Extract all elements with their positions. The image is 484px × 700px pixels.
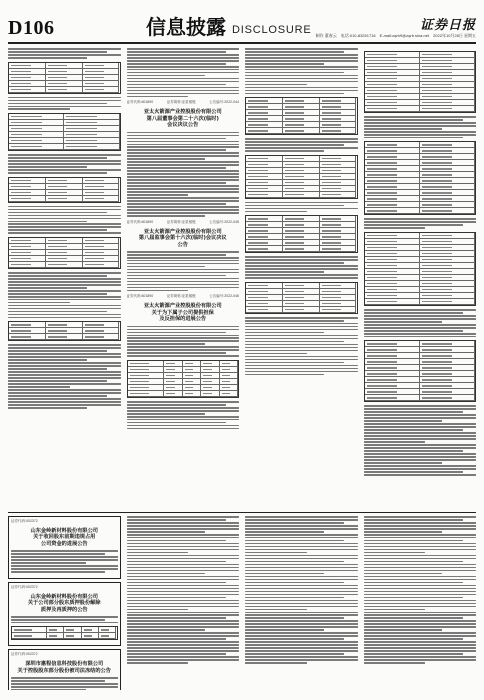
stock-code: 证券代码:601890 bbox=[126, 219, 154, 224]
notice-title: 山东金岭新材料股份有限公司 关于收回股东前期违规占用 公司资金的进展公告 bbox=[30, 528, 98, 547]
data-table bbox=[8, 177, 121, 203]
meta-date: 2022年10月28日 星期五 bbox=[433, 33, 476, 38]
masthead-meta bbox=[316, 33, 476, 39]
meta-email: E-mail:zqrb9@zqrb.sina.net bbox=[379, 33, 430, 38]
stock-code: 证券代码:002372 bbox=[11, 584, 38, 589]
bottom-column-2 bbox=[127, 516, 240, 690]
stock-code: 证券代码:601890 bbox=[126, 100, 154, 105]
notice-title: 亚太火箭源产业控股股份有限公司 关于为下属子公司提供担保 及反担保的进展公告 bbox=[143, 303, 222, 323]
section-title-en: DISCLOSURE bbox=[232, 24, 312, 36]
notice-judicial-freeze bbox=[8, 649, 121, 690]
notice-number: 公告编号:2022-046 bbox=[209, 294, 239, 299]
article-columns bbox=[8, 48, 476, 508]
column-4 bbox=[364, 48, 477, 508]
section-title: 信息披露 bbox=[146, 15, 226, 39]
notice-board-resolution bbox=[127, 100, 240, 128]
notice-share-pledge bbox=[8, 582, 121, 647]
notice-fund-occupation bbox=[8, 516, 121, 579]
notice-number: 公告编号:2022-044 bbox=[209, 100, 239, 105]
notice-supervisory-resolution bbox=[127, 220, 240, 248]
text-block bbox=[8, 48, 121, 59]
data-table bbox=[364, 232, 477, 306]
bottom-column-4 bbox=[364, 516, 477, 690]
notice-number: 公告编号:2022-045 bbox=[209, 219, 239, 224]
page-number: D106 bbox=[8, 17, 55, 39]
notice-title: 山东金岭新材料股份有限公司 关于公司部分股东质押股份解除 质押及再质押的公告 bbox=[27, 593, 101, 613]
pledge-table bbox=[11, 626, 118, 640]
data-table bbox=[245, 282, 358, 314]
stock-code: 证券代码:002372 bbox=[11, 519, 38, 523]
data-table bbox=[8, 321, 121, 341]
data-table bbox=[364, 141, 477, 215]
column-2 bbox=[127, 48, 240, 508]
data-table bbox=[364, 340, 477, 402]
stock-code: 证券代码:002372 bbox=[11, 652, 38, 657]
column-3 bbox=[245, 48, 358, 508]
masthead-right bbox=[316, 14, 476, 39]
bottom-section bbox=[8, 512, 476, 690]
data-table bbox=[8, 62, 121, 94]
stock-abbr: 证券简称:亚星锚链 bbox=[166, 100, 196, 105]
column-1 bbox=[8, 48, 121, 508]
stock-code: 证券代码:601890 bbox=[126, 294, 154, 299]
meta-phone: 电话:010-83251716 bbox=[340, 33, 376, 38]
bottom-column-3 bbox=[245, 516, 358, 690]
stock-abbr: 证券简称:亚星锚链 bbox=[166, 219, 196, 224]
meta-editor: 制作 董春云 bbox=[315, 33, 337, 38]
notice-title: 亚太火箭源产业控股股份有限公司 第八届监事会第十六次(临时)会议决议 公告 bbox=[138, 228, 227, 248]
data-table bbox=[8, 237, 121, 269]
newspaper-logo: 证券日报 bbox=[419, 18, 476, 33]
guarantee-table bbox=[127, 360, 240, 398]
data-table bbox=[8, 113, 121, 151]
masthead bbox=[8, 8, 476, 44]
notice-title: 深圳市惠程信息科技股份有限公司 关于控股股东部分股份被司法冻结的公告 bbox=[17, 661, 111, 674]
stock-abbr: 证券简称:亚星锚链 bbox=[166, 294, 196, 299]
notice-title: 亚太火箭源产业控股股份有限公司 第八届董事会第二十六次(临时) 会议决议公告 bbox=[143, 109, 222, 129]
data-table bbox=[245, 97, 358, 135]
data-table bbox=[245, 215, 358, 253]
data-table bbox=[245, 155, 358, 199]
bottom-column-1 bbox=[8, 516, 121, 690]
data-table bbox=[364, 51, 477, 113]
notice-guarantee-progress bbox=[127, 294, 240, 322]
